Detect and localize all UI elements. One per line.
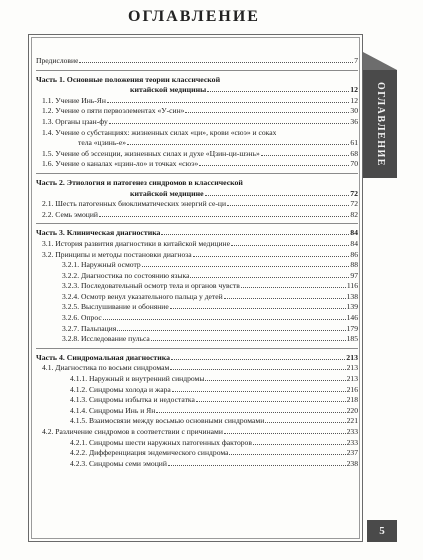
toc-leader-dots xyxy=(185,112,349,113)
toc-leader-dots xyxy=(103,319,346,320)
toc-entry xyxy=(36,56,358,67)
toc-leader-dots xyxy=(156,412,345,413)
toc-entry xyxy=(36,239,358,250)
page-number: 5 xyxy=(367,520,397,542)
toc-entry-page: 70 xyxy=(350,159,358,169)
toc-entry-label: 1.3. Органы цзан-фу xyxy=(42,116,108,126)
toc-entry-label: 1.2. Учение о пяти первоэлементах «У-син» xyxy=(42,106,185,116)
toc-entry-label: 4.1.2. Синдромы холода и жара xyxy=(70,384,171,394)
toc-leader-dots xyxy=(205,380,345,381)
toc-entry-label: 3.2.3. Последовательный осмотр тела и органов чувств xyxy=(62,281,240,291)
section-divider xyxy=(36,173,358,174)
toc-entry-label: Предисловие xyxy=(36,56,79,65)
toc-leader-dots xyxy=(241,287,346,288)
toc-entry xyxy=(36,199,358,210)
toc-entry xyxy=(36,302,358,313)
toc-entry-page: 82 xyxy=(350,209,358,219)
toc-entry xyxy=(36,406,358,417)
toc-entry-label: 1.4. Учение о субстанциях: жизненных силах «ци», крови «сюэ» и соках xyxy=(42,127,277,137)
toc-entry-page: 116 xyxy=(346,281,358,291)
toc-entry-page: 12 xyxy=(350,85,358,95)
toc-part-heading xyxy=(36,228,358,239)
toc-entry-label: 3.2.2. Диагностика по состоянию языка xyxy=(62,270,190,280)
toc-entry-page: 221 xyxy=(346,416,358,426)
toc-entry-label: 1.1. Учение Инь-Ян xyxy=(42,95,106,105)
toc-leader-dots xyxy=(231,245,349,246)
toc-entry-label: 3.2.4. Осмотр венул указательного пальца у детей xyxy=(62,291,223,301)
toc-entry xyxy=(36,128,358,139)
toc-entry-label: 2.1. Шесть патогенных биоклиматических энергий се-ци xyxy=(42,199,227,209)
toc-entry-label: 4.2.1. Синдромы шести наружных патогенных факторов xyxy=(70,437,252,447)
side-tab-label: ОГЛАВЛЕНИЕ xyxy=(374,81,386,167)
toc-part-heading xyxy=(36,353,358,364)
toc-entry-page: 138 xyxy=(346,291,358,301)
toc-entry-page: 61 xyxy=(350,138,358,148)
toc-entry-label: 3.2.8. Исследование пульса xyxy=(62,334,150,344)
toc-entry-label: 4.1.1. Наружный и внутренний синдромы xyxy=(70,374,205,384)
toc-entry xyxy=(36,363,358,374)
toc-entry-page: 88 xyxy=(350,260,358,270)
toc-entry-page: 218 xyxy=(346,395,358,405)
toc-entry-label: 4.1. Диагностика по восьми синдромам xyxy=(42,363,170,373)
toc-entry xyxy=(36,159,358,170)
toc-entry-page: 185 xyxy=(346,334,358,344)
toc-entry-page: 238 xyxy=(346,458,358,468)
toc-leader-dots xyxy=(229,454,345,455)
toc-entry xyxy=(36,281,358,292)
toc-entry xyxy=(36,448,358,459)
toc-entry-label: 3.2.5. Выслушивание и обоняние xyxy=(62,302,169,312)
toc-entry-page: 237 xyxy=(346,448,358,458)
toc-entry-label: 3.2.7. Пальпация xyxy=(62,323,117,333)
side-tab-corner xyxy=(363,52,397,70)
section-divider xyxy=(36,70,358,71)
toc-entry xyxy=(36,459,358,470)
toc-entry-page: 84 xyxy=(350,238,358,248)
section-divider xyxy=(36,348,358,349)
toc-leader-dots xyxy=(207,91,349,92)
toc-leader-dots xyxy=(151,340,346,341)
toc-leader-dots xyxy=(142,266,350,267)
toc-entry-page: 213 xyxy=(346,363,358,373)
toc-entry xyxy=(36,271,358,282)
toc-leader-dots xyxy=(117,330,345,331)
toc-entry-label: Часть 4. Синдромальная диагностика xyxy=(36,352,171,362)
toc-entry-label: китайской медицины xyxy=(130,85,207,95)
toc-entry-page: 216 xyxy=(346,384,358,394)
toc-entry-label: 3.2.6. Опрос xyxy=(62,313,102,323)
toc-entry-page: 179 xyxy=(346,323,358,333)
toc-entry xyxy=(36,292,358,303)
toc-leader-dots xyxy=(196,401,346,402)
toc-entry-page: 146 xyxy=(346,313,358,323)
toc-leader-dots xyxy=(127,144,349,145)
toc-entry-label: 3.2.1. Наружный осмотр xyxy=(62,260,141,270)
toc-entry-page: 139 xyxy=(346,302,358,312)
table-of-contents xyxy=(36,56,358,469)
toc-leader-dots xyxy=(265,422,345,423)
toc-entry-label: 3.1. История развития диагностики в китайской медицине xyxy=(42,238,230,248)
toc-entry-page: 213 xyxy=(346,374,358,384)
toc-part-heading xyxy=(36,75,358,86)
toc-entry-page: 30 xyxy=(350,106,358,116)
toc-entry-page: 213 xyxy=(346,352,358,362)
toc-entry-page: 72 xyxy=(350,199,358,209)
toc-entry xyxy=(36,334,358,345)
toc-entry-page: 233 xyxy=(346,437,358,447)
toc-entry-label: Часть 3. Клиническая диагностика xyxy=(36,228,161,238)
section-divider xyxy=(36,223,358,224)
toc-leader-dots xyxy=(190,277,349,278)
toc-entry xyxy=(36,395,358,406)
toc-leader-dots xyxy=(205,195,350,196)
toc-leader-dots xyxy=(224,433,346,434)
toc-entry xyxy=(36,117,358,128)
toc-entry-page: 220 xyxy=(346,405,358,415)
toc-entry-label: 4.1.4. Синдромы Инь и Ян xyxy=(70,405,156,415)
toc-entry-label: 1.6. Учение о каналах «цзин-ло» и точках «сюэ» xyxy=(42,159,199,169)
toc-leader-dots xyxy=(253,444,346,445)
toc-leader-dots xyxy=(79,62,353,63)
toc-entry-label: 4.2.3. Синдромы семи эмоций xyxy=(70,458,167,468)
toc-leader-dots xyxy=(171,359,345,360)
toc-leader-dots xyxy=(261,155,350,156)
toc-entry xyxy=(36,324,358,335)
toc-leader-dots xyxy=(107,102,349,103)
toc-leader-dots xyxy=(109,123,350,124)
page-title: ОГЛАВЛЕНИЕ xyxy=(128,8,260,25)
toc-leader-dots xyxy=(99,216,349,217)
toc-leader-dots xyxy=(199,165,349,166)
side-tab-text xyxy=(363,70,397,178)
toc-entry xyxy=(36,189,358,200)
toc-entry xyxy=(36,313,358,324)
toc-leader-dots xyxy=(227,205,349,206)
toc-entry xyxy=(36,438,358,449)
toc-entry xyxy=(36,427,358,438)
toc-entry xyxy=(36,250,358,261)
toc-leader-dots xyxy=(172,391,346,392)
toc-entry-label: тела «цзинь-е» xyxy=(78,138,126,148)
toc-entry-page: 36 xyxy=(350,116,358,126)
toc-entry xyxy=(36,138,358,149)
toc-entry xyxy=(36,85,358,96)
toc-entry-label: 2.2. Семь эмоций xyxy=(42,209,98,219)
toc-entry-page: 84 xyxy=(350,228,358,238)
toc-entry-page: 68 xyxy=(350,148,358,158)
toc-entry-page: 72 xyxy=(350,188,358,198)
toc-entry-label: Часть 2. Этиология и патогенез синдромов в классической xyxy=(36,177,243,187)
toc-entry xyxy=(36,96,358,107)
toc-leader-dots xyxy=(161,234,349,235)
toc-entry-page: 233 xyxy=(346,427,358,436)
toc-leader-dots xyxy=(168,465,346,466)
toc-leader-dots xyxy=(193,256,350,257)
toc-entry xyxy=(36,106,358,117)
toc-entry-page: 12 xyxy=(350,95,358,105)
toc-leader-dots xyxy=(170,369,345,370)
toc-entry xyxy=(36,210,358,221)
toc-entry-label: Часть 1. Основные положения теории классической xyxy=(36,74,221,84)
toc-entry xyxy=(36,260,358,271)
toc-entry xyxy=(36,416,358,427)
toc-entry-page: 97 xyxy=(350,270,358,280)
toc-entry xyxy=(36,374,358,385)
toc-entry-page: 86 xyxy=(350,249,358,259)
toc-entry-label: 3.2. Принципы и методы постановки диагноза xyxy=(42,249,192,259)
toc-entry-label: 4.2.2. Дифференциация эндемического синдрома xyxy=(70,448,229,458)
toc-leader-dots xyxy=(170,308,346,309)
toc-entry xyxy=(36,385,358,396)
toc-entry xyxy=(36,149,358,160)
toc-entry-label: 4.2. Различение синдромов в соответствии с причинами xyxy=(42,427,223,436)
toc-entry-page: 7 xyxy=(354,56,358,65)
toc-entry-label: 1.5. Учение об эссенции, жизненных силах и духе «Цзин-ци-шэнь» xyxy=(42,148,260,158)
toc-part-heading xyxy=(36,178,358,189)
toc-entry-label: 4.1.5. Взаимосвязи между восьмью основными синдромами xyxy=(70,416,265,426)
toc-leader-dots xyxy=(224,298,346,299)
toc-entry-label: 4.1.3. Синдромы избытка и недостатка xyxy=(70,395,195,405)
toc-entry-label: китайской медицине xyxy=(130,188,204,198)
